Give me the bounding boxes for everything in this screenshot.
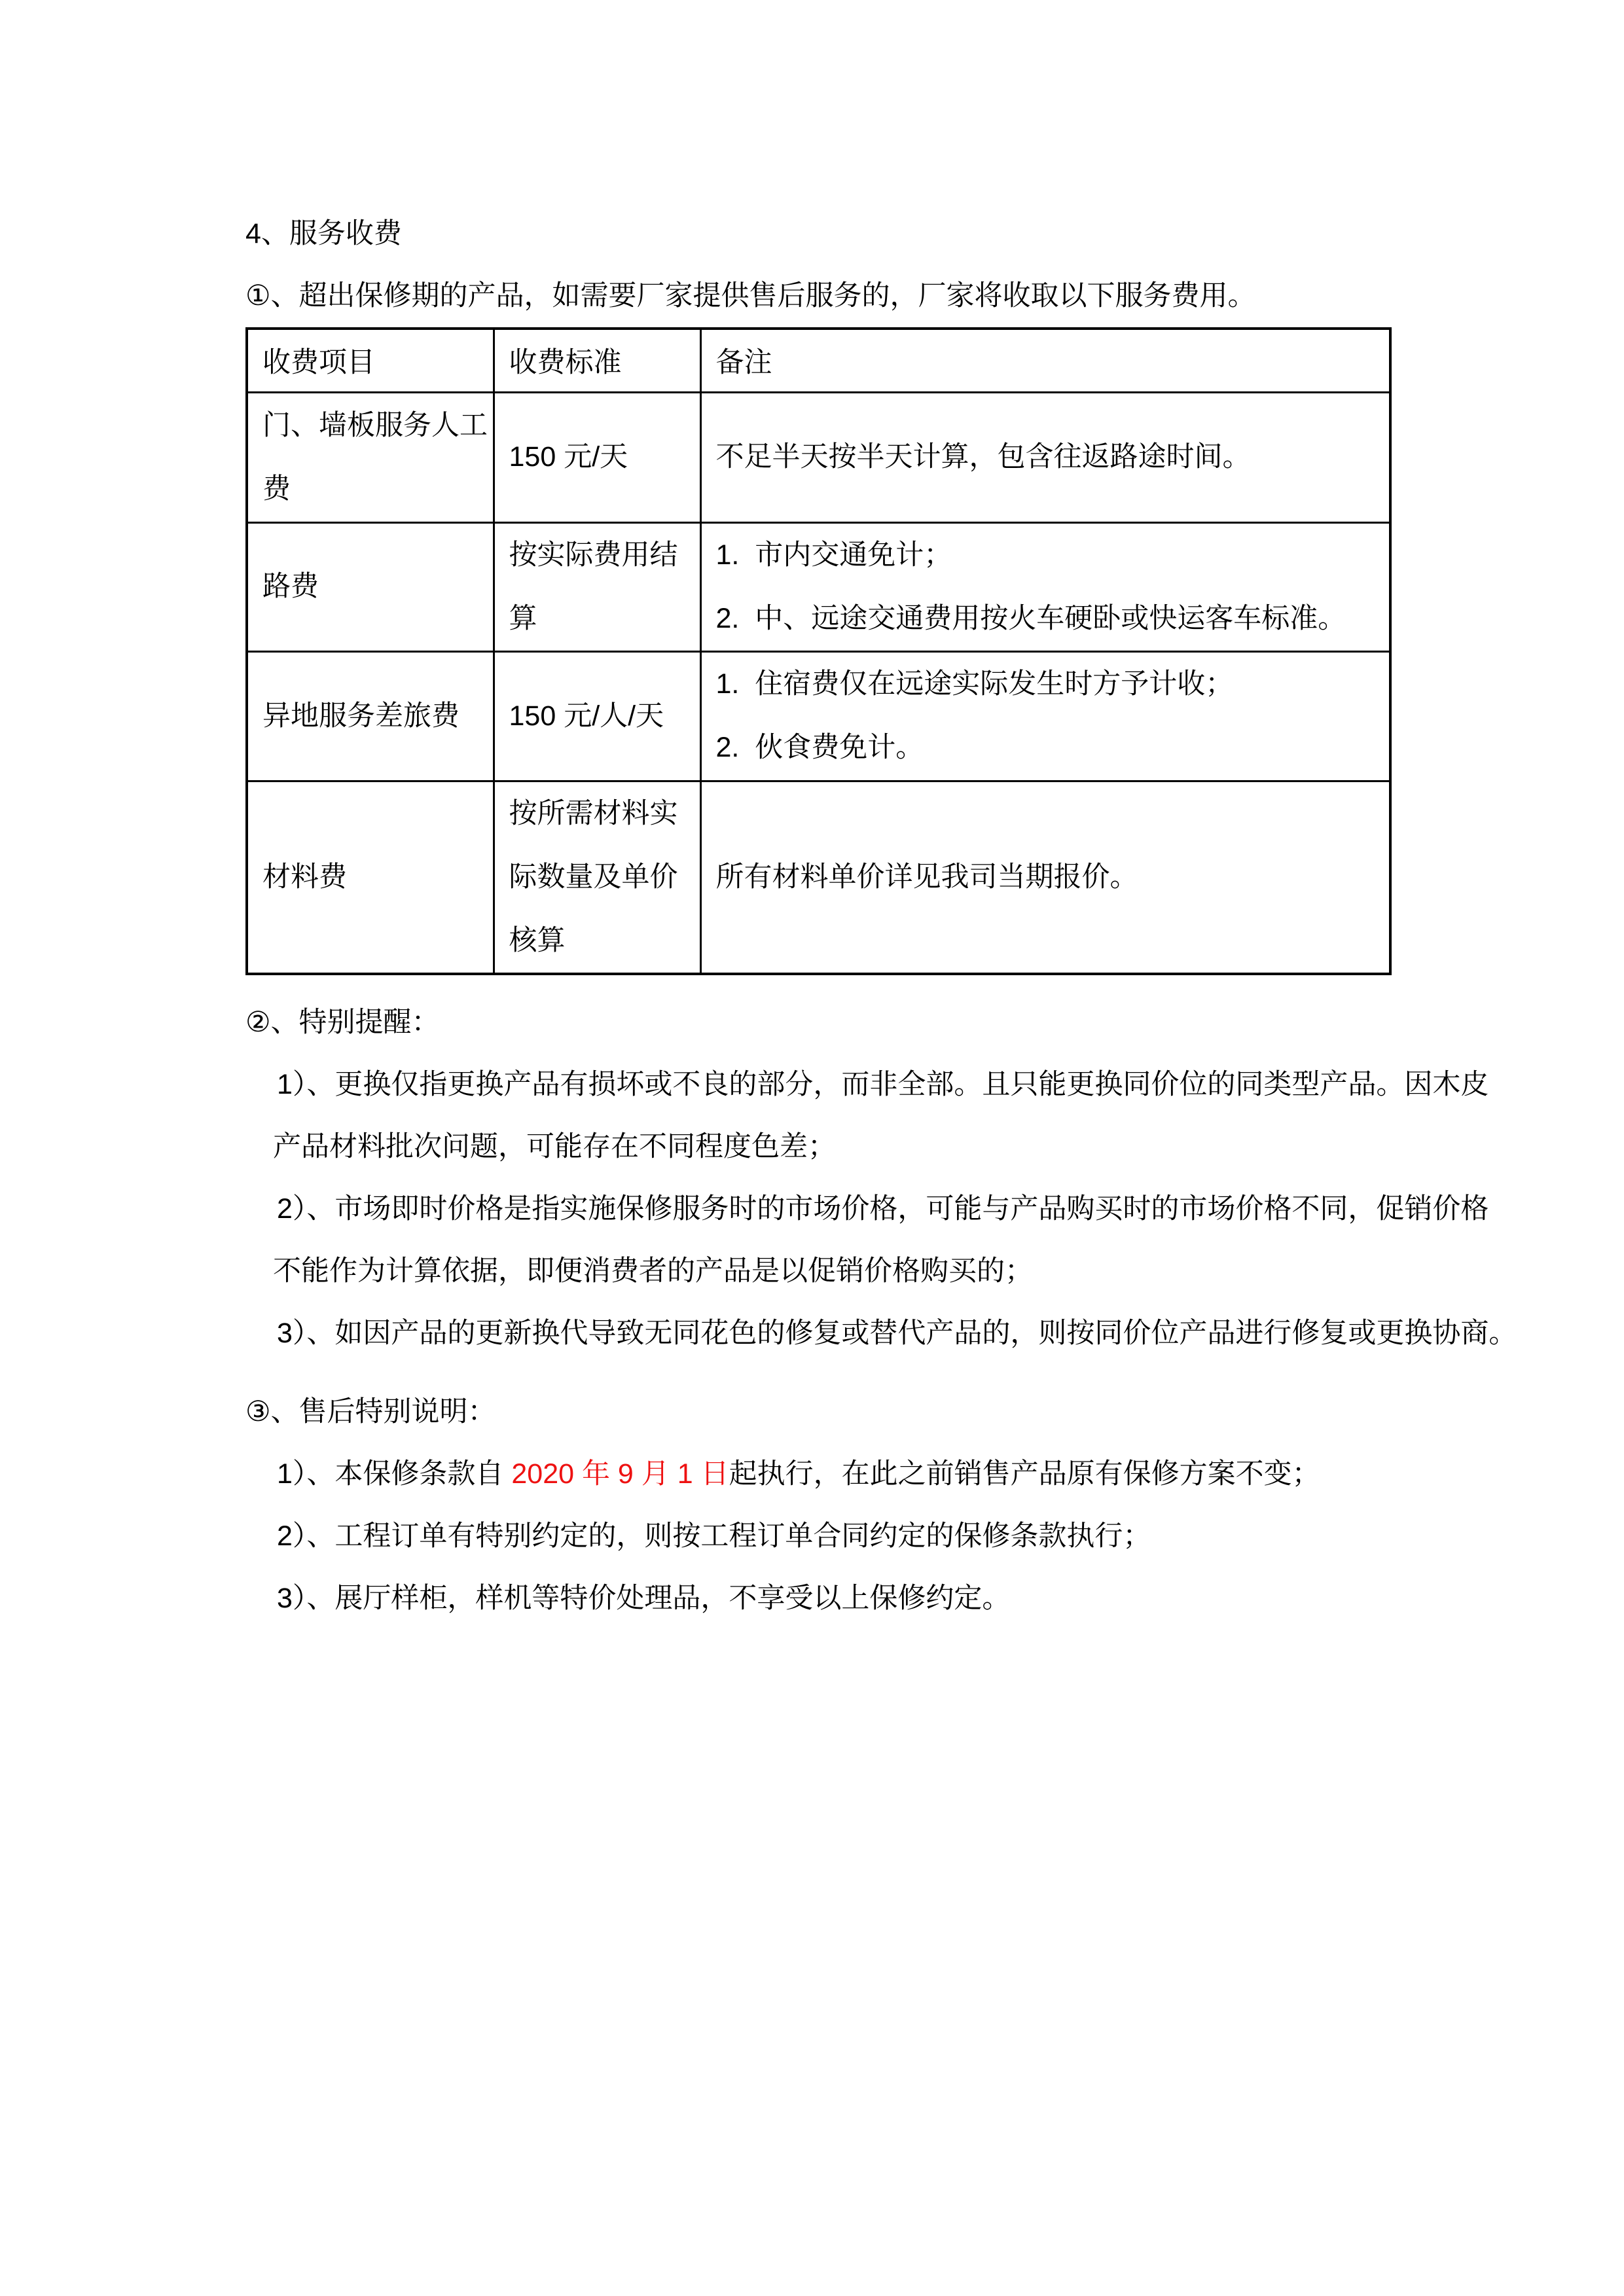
cell-line: 异地服务差旅费	[262, 700, 460, 732]
document-page	[245, 203, 1517, 1630]
cell-line: 按实际费用结	[509, 539, 678, 571]
fee-table	[245, 327, 1392, 975]
after-sales-item-line	[245, 1443, 1509, 1505]
table-row	[247, 392, 1390, 522]
table-row	[247, 651, 1390, 781]
after-sales-item-line: 3）、展厅样柜，样机等特价处理品，不享受以上保修约定。	[277, 1582, 1011, 1614]
cell-standard	[494, 522, 700, 651]
cell-line: 材料费	[262, 861, 347, 893]
table-row	[247, 522, 1390, 651]
special-reminder-item-line: 3）、如因产品的更新换代导致无同花色的修复或替代产品的，则按同价位产品进行修复或更换协商。	[277, 1317, 1517, 1349]
cell-item	[247, 651, 494, 781]
date-highlight: 2020 年 9 月 1 日	[511, 1458, 729, 1490]
special-reminder-item-line: 不能作为计算依据，即便消费者的产品是以促销价格购买的；	[273, 1255, 1033, 1287]
col-header-item: 收费项目	[247, 329, 494, 392]
cell-notes	[700, 522, 1390, 651]
col-header-standard: 收费标准	[494, 329, 700, 392]
cell-line: 1. 住宿费仅在远途实际发生时方予计收；	[715, 668, 1234, 700]
cell-notes	[700, 392, 1390, 522]
cell-line: 按所需材料实	[509, 797, 678, 829]
cell-notes	[700, 781, 1390, 974]
col-header-notes: 备注	[700, 329, 1390, 392]
cell-standard	[494, 392, 700, 522]
special-reminder-item-line: 1）、更换仅指更换产品有损坏或不良的部分，而非全部。且只能更换同价位的同类型产品。因木皮	[277, 1068, 1489, 1100]
cell-line: 所有材料单价详见我司当期报价。	[715, 861, 1138, 893]
special-reminder-item-line: 产品材料批次问题，可能存在不同程度色差；	[273, 1130, 836, 1162]
cell-line: 费	[262, 473, 291, 505]
section-heading: 4、服务收费	[245, 218, 402, 249]
cell-standard	[494, 651, 700, 781]
cell-line: 核算	[509, 924, 566, 956]
cell-line: 际数量及单价	[509, 861, 678, 893]
cell-item	[247, 392, 494, 522]
cell-line: 门、墙板服务人工	[262, 409, 488, 441]
cell-line: 2. 伙食费免计。	[715, 732, 924, 763]
cell-line: 算	[509, 602, 537, 634]
intro-paragraph: ①、超出保修期的产品，如需要厂家提供售后服务的，厂家将收取以下服务费用。	[245, 280, 1256, 312]
special-reminder-item-line: 2）、市场即时价格是指实施保修服务时的市场价格，可能与产品购买时的市场价格不同，促销价格	[277, 1193, 1489, 1225]
cell-line: 1. 市内交通免计；	[715, 539, 952, 571]
cell-line: 150 元/人/天	[509, 700, 664, 732]
cell-line: 不足半天按半天计算，包含往返路途时间。	[715, 441, 1251, 473]
cell-line: 150 元/天	[509, 441, 628, 473]
table-header-row	[247, 329, 1390, 392]
special-reminder-heading: ②、特别提醒：	[245, 1006, 440, 1038]
cell-standard	[494, 781, 700, 974]
cell-line: 2. 中、远途交通费用按火车硬卧或快运客车标准。	[715, 602, 1346, 634]
after-sales-heading: ③、售后特别说明：	[245, 1395, 496, 1427]
after-sales-item-prefix: 1）、本保修条款自	[277, 1458, 512, 1490]
after-sales-item-suffix: 起执行，在此之前销售产品原有保修方案不变；	[729, 1458, 1320, 1490]
cell-notes	[700, 651, 1390, 781]
cell-item	[247, 781, 494, 974]
table-row	[247, 781, 1390, 974]
cell-item	[247, 522, 494, 651]
after-sales-item-line: 2）、工程订单有特别约定的，则按工程订单合同约定的保修条款执行；	[277, 1520, 1151, 1552]
cell-line: 路费	[262, 571, 319, 602]
